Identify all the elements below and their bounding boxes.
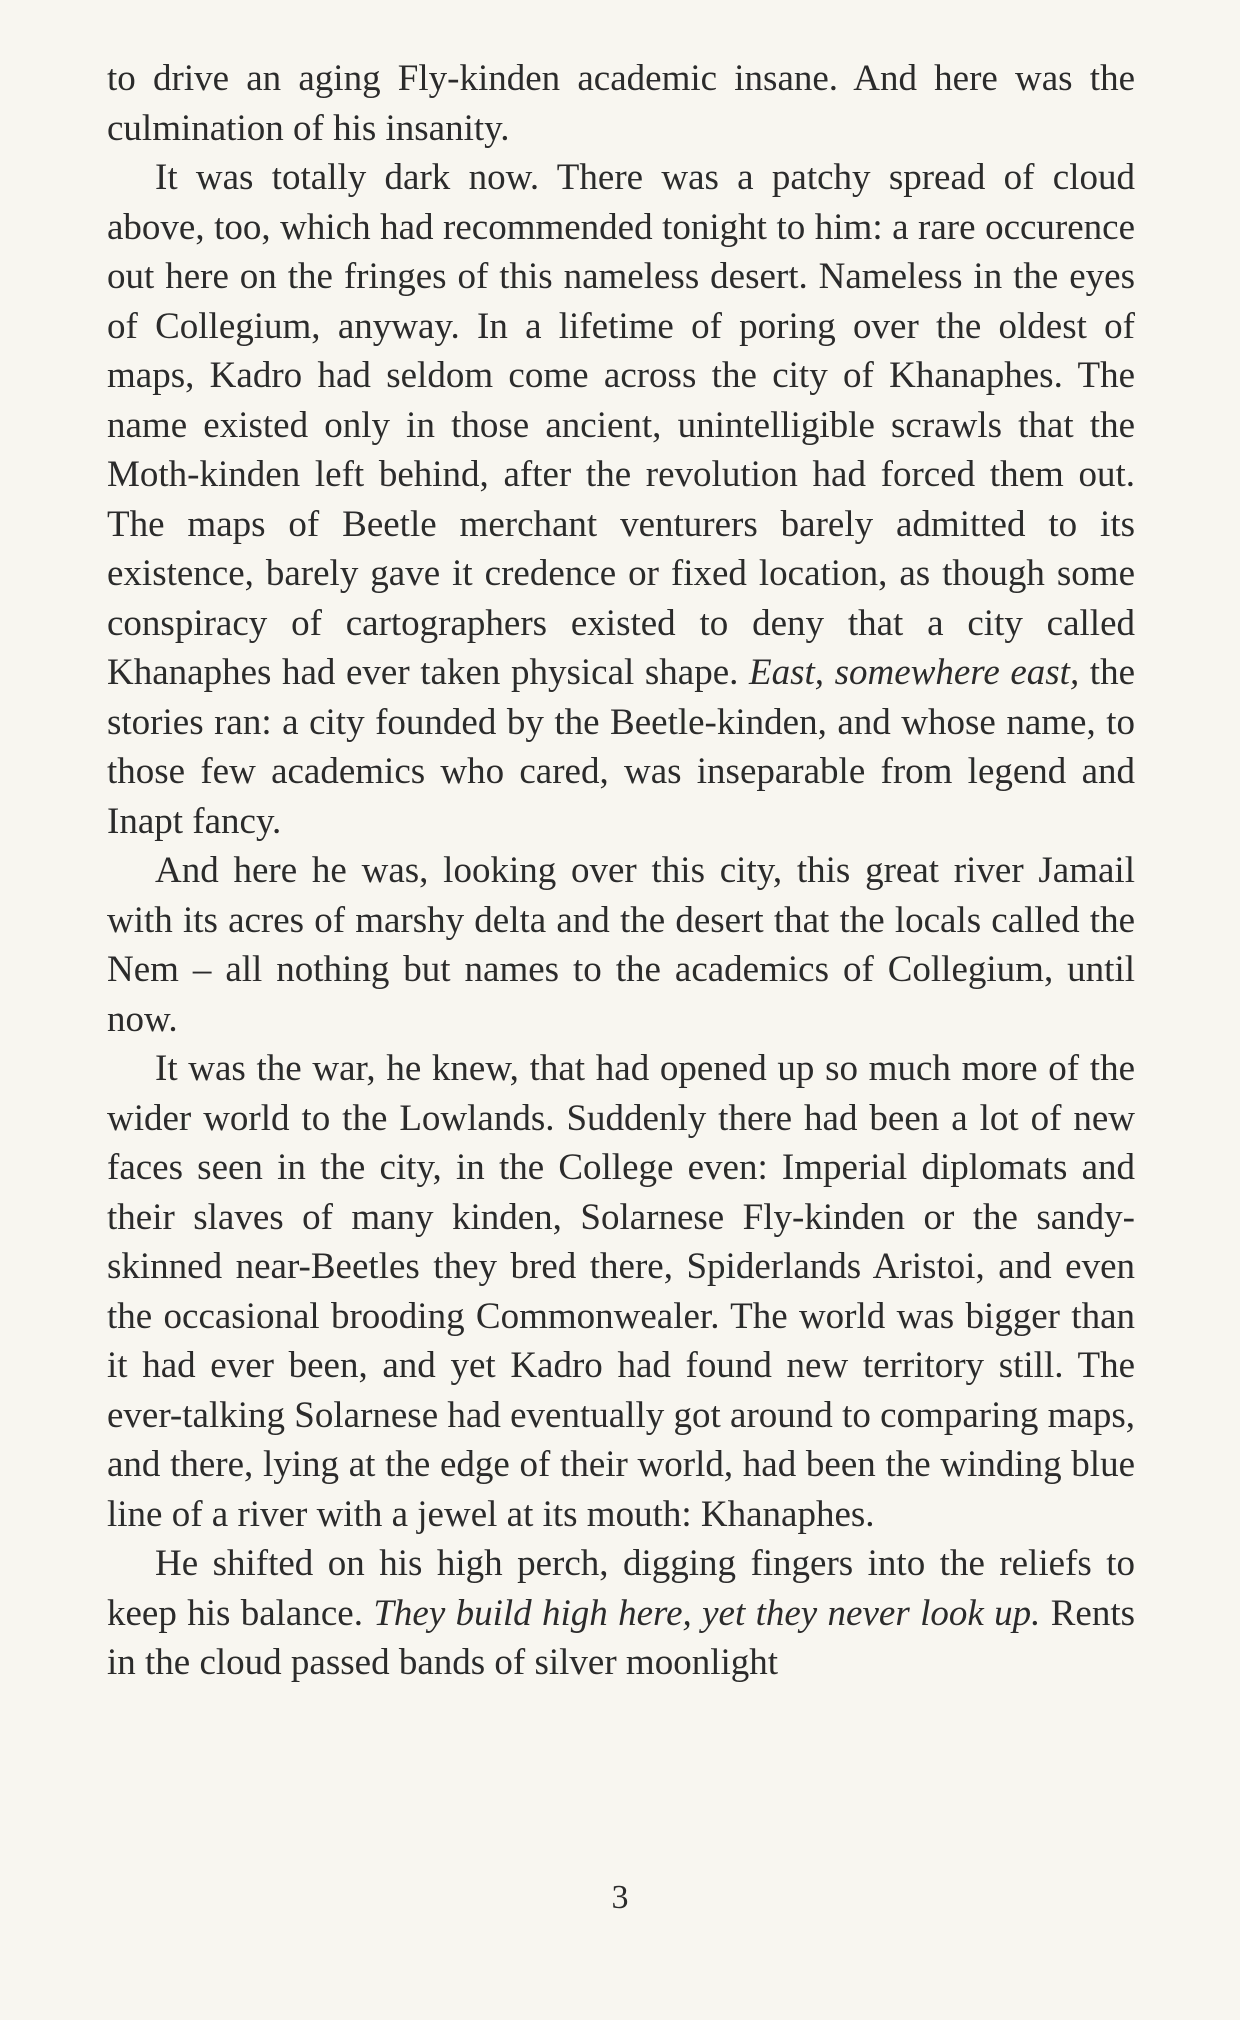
paragraph-1: [107, 54, 1135, 153]
paragraph-5: [107, 1539, 1135, 1688]
paragraph-2-italic: East, somewhere east,: [749, 652, 1080, 693]
paragraph-5-text-a: He shifted on his high perch, digging fingers into the reliefs to keep his balance.: [107, 1543, 1135, 1634]
paragraph-4: [107, 1044, 1135, 1539]
paragraph-3: [107, 846, 1135, 1044]
paragraph-5-italic: They build high here, yet they never look up.: [373, 1592, 1041, 1634]
paragraph-1-text: to drive an aging Fly-kinden academic insane. And here was the culmination of his insanity.: [107, 58, 1135, 149]
paragraph-2: [107, 153, 1135, 846]
body-text: [107, 54, 1135, 1688]
paragraph-3-text: And here he was, looking over this city, this great river Jamail with its acres of marshy delta and the desert that the locals called the Nem – all nothing but names to the academics of Collegium, until now.: [107, 850, 1135, 1040]
page-number: 3: [611, 1879, 629, 1916]
paragraph-4-text: It was the war, he knew, that had opened up so much more of the wider world to the Lowlands. Suddenly there had been a lot of new faces seen in the city, in the College even: Imperial diplomats and their slaves of many kinden, Solarnese Fly-kinden or the sandy-skinned near-Beetles they bred there, Spiderlands Aristoi, and even the occasional brooding Commonwealer. The world was bigger than it had ever been, and yet Kadro had found new territory still. The ever-talking Solarnese had eventually got around to comparing maps, and there, lying at the edge of their world, had been the winding blue line of a river with a jewel at its mouth: Khanaphes.: [107, 1048, 1135, 1535]
paragraph-5-text-b: Rents in the cloud passed bands of silver moonlight: [107, 1592, 1136, 1683]
paragraph-2-text-a: It was totally dark now. There was a patchy spread of cloud above, too, which had recommended tonight to him: a rare occurence out here on the fringes of this nameless desert. Nameless in the eyes of Collegium, anyway. In a lifetime of poring over the oldest of maps, Kadro had seldom come across the city of Khanaphes. The name existed only in those ancient, unintelligible scrawls that the Moth-kinden left behind, after the revolution had forced them out. The maps of Beetle merchant venturers barely admitted to its existence, barely gave it credence or fixed location, as though some conspiracy of cartographers existed to deny that a city called Khanaphes had ever taken physical shape.: [107, 157, 1135, 693]
paragraph-2-text-b: the stories ran: a city founded by the Beetle-kinden, and whose name, to those few academics who cared, was inseparable from legend and Inapt fancy.: [107, 652, 1136, 842]
